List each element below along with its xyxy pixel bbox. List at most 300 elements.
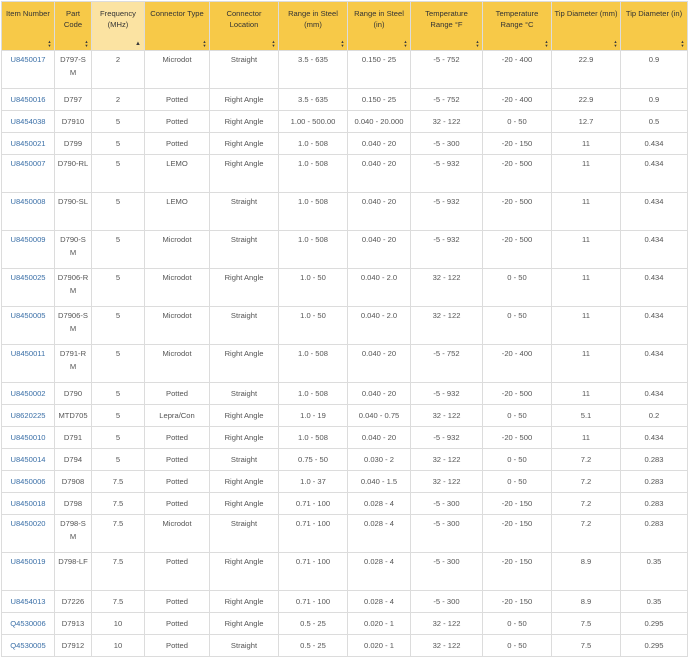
cell-tip-diameter-in: 0.434	[621, 193, 688, 231]
cell-range-steel-in: 0.028 - 4	[348, 591, 411, 613]
cell-connector-location: Right Angle	[210, 471, 279, 493]
cell-temperature-range-c: -20 - 150	[483, 553, 552, 591]
cell-connector-type: Potted	[145, 493, 210, 515]
cell-tip-diameter-mm: 22.9	[552, 89, 621, 111]
cell-item-number	[2, 613, 55, 635]
table-row	[2, 591, 688, 613]
cell-part-code: MTD705	[55, 405, 92, 427]
cell-range-steel-in: 0.040 - 2.0	[348, 269, 411, 307]
cell-temperature-range-f: 32 - 122	[411, 111, 483, 133]
cell-tip-diameter-in: 0.35	[621, 553, 688, 591]
table-row	[2, 269, 688, 307]
column-header-label: Frequency (MHz)	[100, 9, 136, 29]
column-header-tip-diameter-mm[interactable]	[552, 2, 621, 51]
table-row	[2, 193, 688, 231]
column-header-connector-location[interactable]	[210, 2, 279, 51]
table-row	[2, 405, 688, 427]
cell-connector-location: Right Angle	[210, 553, 279, 591]
cell-temperature-range-f: -5 - 300	[411, 515, 483, 553]
cell-temperature-range-c: 0 - 50	[483, 449, 552, 471]
cell-temperature-range-f: -5 - 932	[411, 193, 483, 231]
cell-connector-type: Lepra/Con	[145, 405, 210, 427]
cell-part-code: D7906-RM	[55, 269, 92, 307]
cell-tip-diameter-in: 0.434	[621, 345, 688, 383]
cell-tip-diameter-in: 0.434	[621, 307, 688, 345]
cell-tip-diameter-mm: 12.7	[552, 111, 621, 133]
item-number-link[interactable]: U8450011	[10, 349, 46, 358]
cell-part-code: D790	[55, 383, 92, 405]
cell-range-steel-in: 0.028 - 4	[348, 515, 411, 553]
cell-tip-diameter-mm: 8.9	[552, 591, 621, 613]
cell-range-steel-in: 0.040 - 20	[348, 193, 411, 231]
cell-tip-diameter-mm: 11	[552, 133, 621, 155]
cell-range-steel-mm: 1.0 - 508	[279, 133, 348, 155]
item-number-link[interactable]: U8450020	[10, 519, 46, 528]
cell-range-steel-mm: 0.5 - 25	[279, 635, 348, 657]
cell-connector-location: Straight	[210, 51, 279, 89]
sort-icon[interactable]: ▲▼	[680, 39, 685, 47]
cell-connector-location: Right Angle	[210, 345, 279, 383]
column-header-connector-type[interactable]	[145, 2, 210, 51]
cell-item-number	[2, 449, 55, 471]
cell-item-number	[2, 471, 55, 493]
column-header-label: Range in Steel (in)	[354, 9, 404, 29]
cell-frequency: 2	[92, 89, 145, 111]
cell-tip-diameter-mm: 11	[552, 383, 621, 405]
item-number-link[interactable]: U8450002	[10, 388, 46, 398]
cell-part-code: D798	[55, 493, 92, 515]
cell-connector-location: Right Angle	[210, 591, 279, 613]
column-header-label: Item Number	[6, 9, 50, 18]
cell-tip-diameter-in: 0.295	[621, 635, 688, 657]
column-header-range-steel-mm[interactable]	[279, 2, 348, 51]
cell-temperature-range-f: -5 - 752	[411, 345, 483, 383]
cell-temperature-range-c: -20 - 500	[483, 427, 552, 449]
cell-part-code: D7906-SM	[55, 307, 92, 345]
column-header-frequency[interactable]	[92, 2, 145, 51]
table-body	[2, 51, 688, 657]
cell-tip-diameter-mm: 11	[552, 231, 621, 269]
cell-item-number	[2, 269, 55, 307]
table-row	[2, 231, 688, 269]
cell-frequency: 7.5	[92, 515, 145, 553]
cell-tip-diameter-mm: 7.5	[552, 613, 621, 635]
cell-frequency: 5	[92, 427, 145, 449]
cell-range-steel-in: 0.040 - 20	[348, 231, 411, 269]
cell-temperature-range-f: 32 - 122	[411, 613, 483, 635]
cell-item-number	[2, 89, 55, 111]
cell-part-code: D7910	[55, 111, 92, 133]
cell-part-code: D794	[55, 449, 92, 471]
item-number-link[interactable]: U8454013	[10, 596, 46, 606]
cell-connector-type: Microdot	[145, 231, 210, 269]
cell-range-steel-mm: 1.0 - 508	[279, 231, 348, 269]
cell-connector-location: Right Angle	[210, 613, 279, 635]
column-header-tip-diameter-in[interactable]	[621, 2, 688, 51]
sort-icon[interactable]: ▲▼	[271, 39, 276, 47]
cell-temperature-range-f: -5 - 300	[411, 493, 483, 515]
cell-range-steel-in: 0.020 - 1	[348, 635, 411, 657]
cell-temperature-range-c: 0 - 50	[483, 269, 552, 307]
cell-connector-type: Potted	[145, 111, 210, 133]
cell-range-steel-mm: 1.0 - 508	[279, 193, 348, 231]
cell-tip-diameter-in: 0.283	[621, 515, 688, 553]
table-row	[2, 553, 688, 591]
cell-range-steel-mm: 0.5 - 25	[279, 613, 348, 635]
column-header-label: Part Code	[63, 9, 83, 29]
cell-range-steel-mm: 0.71 - 100	[279, 493, 348, 515]
table-row	[2, 51, 688, 89]
item-number-link[interactable]: U8450008	[10, 197, 46, 206]
cell-tip-diameter-mm: 11	[552, 427, 621, 449]
cell-tip-diameter-mm: 8.9	[552, 553, 621, 591]
cell-part-code: D7226	[55, 591, 92, 613]
cell-part-code: D799	[55, 133, 92, 155]
cell-part-code: D7908	[55, 471, 92, 493]
sort-icon[interactable]: ▲▼	[475, 39, 480, 47]
cell-temperature-range-f: -5 - 752	[411, 51, 483, 89]
cell-frequency: 7.5	[92, 553, 145, 591]
cell-temperature-range-f: 32 - 122	[411, 471, 483, 493]
cell-part-code: D791-RM	[55, 345, 92, 383]
cell-tip-diameter-mm: 11	[552, 193, 621, 231]
cell-temperature-range-f: -5 - 932	[411, 231, 483, 269]
cell-frequency: 7.5	[92, 591, 145, 613]
cell-connector-type: LEMO	[145, 155, 210, 193]
cell-temperature-range-c: -20 - 500	[483, 231, 552, 269]
cell-range-steel-in: 0.040 - 20	[348, 427, 411, 449]
cell-frequency: 5	[92, 133, 145, 155]
column-header-range-steel-in[interactable]	[348, 2, 411, 51]
sort-icon[interactable]: ▲▼	[84, 39, 89, 47]
sort-icon[interactable]: ▲▼	[47, 39, 52, 47]
column-header-temperature-range-f[interactable]	[411, 2, 483, 51]
cell-temperature-range-f: 32 - 122	[411, 307, 483, 345]
cell-item-number	[2, 111, 55, 133]
cell-connector-location: Right Angle	[210, 269, 279, 307]
table-row	[2, 515, 688, 553]
cell-part-code: D7913	[55, 613, 92, 635]
item-number-link[interactable]: U8450007	[10, 159, 46, 168]
cell-temperature-range-f: 32 - 122	[411, 269, 483, 307]
cell-tip-diameter-mm: 7.2	[552, 515, 621, 553]
cell-part-code: D797	[55, 89, 92, 111]
item-number-link[interactable]: U8450018	[10, 498, 46, 508]
cell-range-steel-mm: 1.0 - 37	[279, 471, 348, 493]
cell-tip-diameter-mm: 7.2	[552, 471, 621, 493]
cell-range-steel-mm: 0.75 - 50	[279, 449, 348, 471]
cell-tip-diameter-mm: 5.1	[552, 405, 621, 427]
cell-frequency: 5	[92, 231, 145, 269]
cell-connector-location: Right Angle	[210, 493, 279, 515]
cell-part-code: D791	[55, 427, 92, 449]
cell-tip-diameter-in: 0.283	[621, 493, 688, 515]
cell-tip-diameter-mm: 7.2	[552, 449, 621, 471]
table-row	[2, 493, 688, 515]
cell-part-code: D7912	[55, 635, 92, 657]
cell-tip-diameter-in: 0.434	[621, 155, 688, 193]
cell-item-number	[2, 553, 55, 591]
table-row	[2, 427, 688, 449]
cell-temperature-range-c: 0 - 50	[483, 307, 552, 345]
cell-temperature-range-c: 0 - 50	[483, 613, 552, 635]
cell-frequency: 10	[92, 635, 145, 657]
cell-tip-diameter-in: 0.295	[621, 613, 688, 635]
cell-temperature-range-c: -20 - 150	[483, 493, 552, 515]
table-row	[2, 345, 688, 383]
table-row	[2, 111, 688, 133]
cell-range-steel-mm: 3.5 - 635	[279, 89, 348, 111]
table-row	[2, 471, 688, 493]
item-number-link[interactable]: U8450016	[10, 94, 46, 104]
column-header-label: Tip Diameter (in)	[625, 9, 683, 18]
cell-range-steel-mm: 3.5 - 635	[279, 51, 348, 89]
item-number-link[interactable]: U8450025	[10, 273, 46, 282]
cell-frequency: 5	[92, 383, 145, 405]
cell-range-steel-mm: 1.00 - 500.00	[279, 111, 348, 133]
cell-tip-diameter-in: 0.434	[621, 427, 688, 449]
sort-icon[interactable]: ▲▼	[202, 39, 207, 47]
cell-temperature-range-f: 32 - 122	[411, 405, 483, 427]
cell-range-steel-in: 0.040 - 20	[348, 155, 411, 193]
cell-temperature-range-f: 32 - 122	[411, 635, 483, 657]
table-row	[2, 635, 688, 657]
cell-temperature-range-f: -5 - 752	[411, 89, 483, 111]
item-number-link[interactable]: U8450017	[10, 55, 46, 64]
cell-tip-diameter-in: 0.35	[621, 591, 688, 613]
cell-tip-diameter-in: 0.283	[621, 471, 688, 493]
cell-frequency: 5	[92, 345, 145, 383]
item-number-link[interactable]: U8450009	[10, 235, 46, 244]
column-header-label: Temperature Range °C	[495, 9, 539, 29]
column-header-item-number[interactable]	[2, 2, 55, 51]
cell-temperature-range-c: 0 - 50	[483, 405, 552, 427]
cell-range-steel-mm: 0.71 - 100	[279, 515, 348, 553]
cell-item-number	[2, 345, 55, 383]
cell-item-number	[2, 427, 55, 449]
sort-icon[interactable]: ▲▼	[544, 39, 549, 47]
cell-frequency: 7.5	[92, 493, 145, 515]
cell-temperature-range-c: -20 - 150	[483, 133, 552, 155]
cell-range-steel-mm: 1.0 - 508	[279, 427, 348, 449]
cell-temperature-range-c: -20 - 400	[483, 51, 552, 89]
cell-item-number	[2, 133, 55, 155]
cell-range-steel-in: 0.040 - 1.5	[348, 471, 411, 493]
cell-item-number	[2, 635, 55, 657]
cell-range-steel-in: 0.020 - 1	[348, 613, 411, 635]
cell-frequency: 7.5	[92, 471, 145, 493]
cell-temperature-range-f: 32 - 122	[411, 449, 483, 471]
column-header-label: Connector Location	[226, 9, 262, 29]
cell-connector-location: Straight	[210, 193, 279, 231]
cell-temperature-range-f: -5 - 932	[411, 155, 483, 193]
column-header-part-code[interactable]	[55, 2, 92, 51]
item-number-link[interactable]: Q4530006	[10, 618, 46, 628]
cell-tip-diameter-mm: 22.9	[552, 51, 621, 89]
item-number-link[interactable]: U8450019	[10, 557, 46, 566]
cell-connector-location: Straight	[210, 383, 279, 405]
cell-tip-diameter-in: 0.434	[621, 133, 688, 155]
cell-range-steel-mm: 1.0 - 508	[279, 383, 348, 405]
cell-item-number	[2, 51, 55, 89]
cell-connector-location: Straight	[210, 231, 279, 269]
cell-connector-location: Right Angle	[210, 405, 279, 427]
cell-item-number	[2, 591, 55, 613]
cell-range-steel-mm: 1.0 - 50	[279, 307, 348, 345]
cell-frequency: 5	[92, 193, 145, 231]
cell-tip-diameter-in: 0.2	[621, 405, 688, 427]
sort-icon[interactable]: ▲▼	[403, 39, 408, 47]
cell-range-steel-in: 0.040 - 0.75	[348, 405, 411, 427]
cell-frequency: 10	[92, 613, 145, 635]
cell-frequency: 5	[92, 111, 145, 133]
item-number-link[interactable]: U8450021	[10, 138, 46, 148]
cell-frequency: 5	[92, 405, 145, 427]
item-number-link[interactable]: U8450010	[10, 432, 46, 442]
cell-item-number	[2, 155, 55, 193]
cell-temperature-range-f: -5 - 300	[411, 591, 483, 613]
cell-range-steel-mm: 1.0 - 508	[279, 155, 348, 193]
cell-tip-diameter-in: 0.9	[621, 89, 688, 111]
cell-connector-location: Straight	[210, 515, 279, 553]
item-number-link[interactable]: U8450005	[10, 311, 46, 320]
cell-range-steel-in: 0.040 - 20	[348, 345, 411, 383]
item-number-link[interactable]: U8620225	[10, 410, 46, 420]
cell-connector-type: Potted	[145, 471, 210, 493]
cell-range-steel-in: 0.040 - 20	[348, 133, 411, 155]
cell-part-code: D798-LF	[55, 553, 92, 591]
cell-tip-diameter-in: 0.283	[621, 449, 688, 471]
cell-tip-diameter-mm: 7.2	[552, 493, 621, 515]
cell-temperature-range-c: -20 - 500	[483, 155, 552, 193]
probe-table	[1, 1, 688, 657]
cell-temperature-range-f: -5 - 932	[411, 383, 483, 405]
cell-temperature-range-c: 0 - 50	[483, 635, 552, 657]
cell-frequency: 5	[92, 307, 145, 345]
table-row	[2, 613, 688, 635]
cell-range-steel-in: 0.040 - 2.0	[348, 307, 411, 345]
cell-connector-type: Potted	[145, 383, 210, 405]
column-header-label: Connector Type	[150, 9, 204, 18]
column-header-label: Temperature Range °F	[425, 9, 468, 29]
cell-temperature-range-c: -20 - 500	[483, 383, 552, 405]
cell-temperature-range-c: 0 - 50	[483, 471, 552, 493]
cell-tip-diameter-mm: 11	[552, 345, 621, 383]
cell-connector-type: Potted	[145, 449, 210, 471]
cell-range-steel-mm: 1.0 - 50	[279, 269, 348, 307]
cell-temperature-range-f: -5 - 300	[411, 553, 483, 591]
cell-tip-diameter-in: 0.434	[621, 269, 688, 307]
cell-temperature-range-c: -20 - 500	[483, 193, 552, 231]
cell-range-steel-in: 0.028 - 4	[348, 493, 411, 515]
cell-connector-type: LEMO	[145, 193, 210, 231]
cell-connector-type: Potted	[145, 133, 210, 155]
cell-frequency: 5	[92, 449, 145, 471]
cell-range-steel-mm: 1.0 - 19	[279, 405, 348, 427]
cell-frequency: 2	[92, 51, 145, 89]
cell-frequency: 5	[92, 269, 145, 307]
cell-frequency: 5	[92, 155, 145, 193]
cell-connector-location: Right Angle	[210, 111, 279, 133]
cell-tip-diameter-mm: 11	[552, 307, 621, 345]
sort-icon[interactable]: ▲▼	[340, 39, 345, 47]
table-row	[2, 155, 688, 193]
cell-item-number	[2, 307, 55, 345]
cell-item-number	[2, 515, 55, 553]
cell-connector-type: Potted	[145, 427, 210, 449]
column-header-label: Tip Diameter (mm)	[554, 9, 618, 18]
item-number-link[interactable]: U8454038	[10, 116, 46, 126]
sort-icon[interactable]: ▲▼	[613, 39, 618, 47]
cell-temperature-range-f: -5 - 300	[411, 133, 483, 155]
cell-connector-type: Microdot	[145, 345, 210, 383]
cell-connector-type: Potted	[145, 635, 210, 657]
cell-connector-type: Potted	[145, 613, 210, 635]
cell-part-code: D790-SM	[55, 231, 92, 269]
cell-temperature-range-c: -20 - 400	[483, 89, 552, 111]
cell-item-number	[2, 405, 55, 427]
cell-connector-type: Potted	[145, 89, 210, 111]
cell-part-code: D790-SL	[55, 193, 92, 231]
cell-tip-diameter-mm: 11	[552, 155, 621, 193]
cell-connector-type: Microdot	[145, 51, 210, 89]
table-row	[2, 383, 688, 405]
item-number-link[interactable]: Q4530005	[10, 640, 46, 650]
cell-connector-type: Microdot	[145, 307, 210, 345]
sort-ascending-icon[interactable]: ▲	[135, 41, 141, 47]
cell-connector-location: Straight	[210, 635, 279, 657]
cell-range-steel-mm: 1.0 - 508	[279, 345, 348, 383]
cell-connector-location: Right Angle	[210, 155, 279, 193]
cell-range-steel-in: 0.040 - 20.000	[348, 111, 411, 133]
cell-tip-diameter-in: 0.434	[621, 383, 688, 405]
column-header-label: Range in Steel (mm)	[288, 9, 338, 29]
cell-connector-type: Potted	[145, 591, 210, 613]
cell-range-steel-in: 0.030 - 2	[348, 449, 411, 471]
cell-connector-location: Right Angle	[210, 89, 279, 111]
cell-connector-location: Straight	[210, 449, 279, 471]
cell-temperature-range-c: -20 - 150	[483, 591, 552, 613]
item-number-link[interactable]: U8450014	[10, 454, 46, 464]
cell-tip-diameter-mm: 7.5	[552, 635, 621, 657]
cell-temperature-range-c: -20 - 150	[483, 515, 552, 553]
cell-range-steel-mm: 0.71 - 100	[279, 553, 348, 591]
cell-connector-location: Right Angle	[210, 133, 279, 155]
table-row	[2, 449, 688, 471]
cell-tip-diameter-in: 0.434	[621, 231, 688, 269]
cell-temperature-range-c: -20 - 400	[483, 345, 552, 383]
cell-range-steel-in: 0.150 - 25	[348, 89, 411, 111]
column-header-temperature-range-c[interactable]	[483, 2, 552, 51]
cell-item-number	[2, 493, 55, 515]
table-row	[2, 307, 688, 345]
cell-temperature-range-f: -5 - 932	[411, 427, 483, 449]
cell-range-steel-in: 0.150 - 25	[348, 51, 411, 89]
cell-tip-diameter-in: 0.9	[621, 51, 688, 89]
header-row	[2, 2, 688, 51]
cell-tip-diameter-mm: 11	[552, 269, 621, 307]
item-number-link[interactable]: U8450006	[10, 476, 46, 486]
cell-tip-diameter-in: 0.5	[621, 111, 688, 133]
cell-item-number	[2, 231, 55, 269]
cell-connector-type: Microdot	[145, 515, 210, 553]
cell-connector-location: Straight	[210, 307, 279, 345]
cell-range-steel-in: 0.028 - 4	[348, 553, 411, 591]
cell-temperature-range-c: 0 - 50	[483, 111, 552, 133]
cell-range-steel-mm: 0.71 - 100	[279, 591, 348, 613]
table-row	[2, 133, 688, 155]
cell-part-code: D798-SM	[55, 515, 92, 553]
